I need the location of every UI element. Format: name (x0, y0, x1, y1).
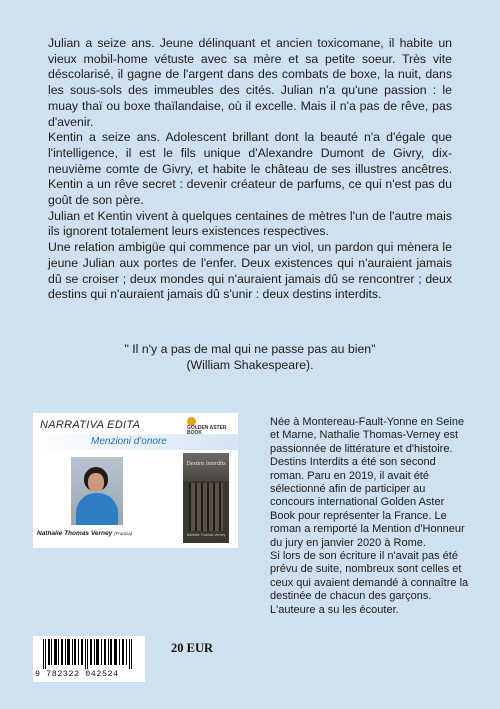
bio-paragraph-sequel: Si lors de son écriture il n'avait pas été prévu de suite, nombreux sont celles et ceux qui avaient demandé à connaître la destinée de chacun des garçons. L'auteure a su les écouter. (270, 550, 469, 616)
barcode-icon (43, 639, 135, 669)
synopsis-paragraph-neighbours: Julian et Kentin vivent à quelques centaines de mètres l'un de l'autre mais ils ignorent totalement leurs existences respectives. (48, 208, 452, 239)
author-caption-name: Nathalie Thomas Verney (37, 530, 113, 537)
award-subtitle: Menzioni d'onore (91, 436, 167, 447)
gate-image (189, 483, 223, 531)
synopsis-paragraph-julian: Julian a seize ans. Jeune délinquant et ancien toxicomane, il habite un vieux mobil-home vétuste avec sa mère et sa petite soeur. Très vite déscolarisé, il gagne de l'argent dans des combats de boxe, la nuit, dans les sous-sols des immeubles des cités. Julian n'a qu'une passion : le muay thaï ou boxe thaïlandaise, où il excelle. Mais il n'a pas de rêve, pas d'avenir. (48, 36, 452, 129)
isbn-barcode (33, 636, 145, 682)
quote-text: " Il n'y a pas de mal qui ne passe pas au bien" (124, 342, 376, 356)
bio-paragraph-origin: Née à Montereau-Fault-Yonne en Seine et Marne, Nathalie Thomas-Verney est passionnée de littérature et d'histoire. (270, 416, 465, 455)
epigraph-quote (60, 342, 440, 373)
author-photo (71, 457, 123, 525)
author-caption (37, 530, 177, 537)
synopsis-text (48, 36, 452, 303)
award-title: NARRATIVA EDITA (40, 419, 141, 431)
author-caption-country: (Francia) (114, 531, 133, 536)
isbn-number: 9 782322 042524 (35, 670, 119, 679)
bio-paragraph-award: Destins Interdits a été son second roman. Paru en 2019, il avait été sélectionné afin de participer au concours international Golden Aster Book pour représenter la France. Le roman a remporté la Mention d'Honneur du jury en janvier 2020 à Rome. (270, 456, 465, 549)
synopsis-paragraph-relation: Une relation ambigüe qui commence par un viol, un pardon qui mènera le jeune Julian aux portes de l'enfer. Deux existences qui n'auraient jamais dû se croiser ; deux mondes qui n'auraient jamais dû se rencontrer ; deux destins qui n'auraient jamais dû s'unir : deux destins interdits. (48, 240, 452, 302)
author-bio (270, 416, 470, 617)
book-cover-title: Destins interdits (186, 461, 226, 467)
award-panel (33, 413, 238, 548)
synopsis-paragraph-kentin: Kentin a seize ans. Adolescent brillant dont la beauté n'a d'égale que l'intelligence, il est le fils unique d'Alexandre Dumont de Givry, dix-neuvième comte de Givry, et habite le château de ses illustres ancêtres. Kentin a un rêve secret : devenir créateur de parfums, ce qui n'est pas du goût de son père. (48, 130, 452, 208)
book-cover-author: Nathalie Thomas-Verney (186, 533, 226, 537)
book-cover-thumbnail (183, 453, 229, 543)
price-label: 20 EUR (171, 641, 214, 655)
award-logo-text: GOLDEN ASTER (187, 425, 227, 431)
quote-attribution: (William Shakespeare). (186, 357, 314, 372)
